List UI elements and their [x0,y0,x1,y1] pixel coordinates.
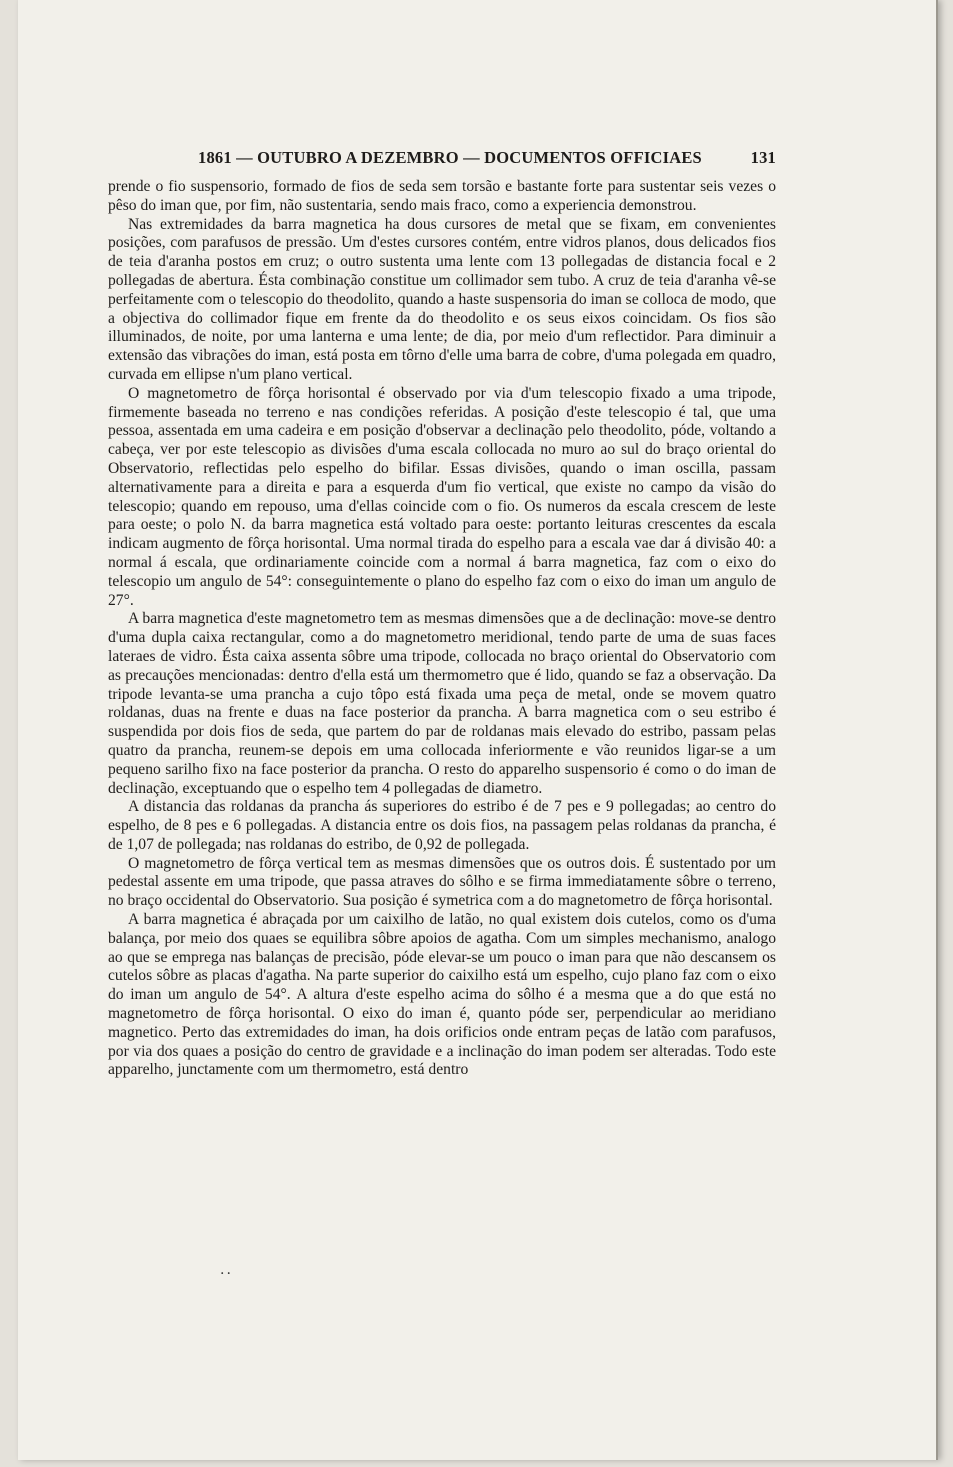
paragraph: A barra magnetica d'este magnetometro tem as mesmas dimensões que a de declinação: move-se dentro d'uma dupla caixa rectangular, como a do magnetometro meridional, tendo parte de uma de suas faces lateraes de vidro. Ésta caixa assenta sôbre uma tripode, collocada no braço oriental do Observatorio com as precauções mencionadas: dentro d'ella está um thermometro que é lido, quando se faz a observação. Da tripode levanta-se uma prancha a cujo tôpo está fixada uma peça de metal, onde se movem quatro roldanas, duas na frente e duas na face posterior da prancha. A barra magnetica com o seu estribo é suspendida por dois fios de seda, que partem do par de roldanas mais elevado do estribo, passam pelas quatro da prancha, reunem-se depois em uma collocada inferiormente e vão reunidos ligar-se a um pequeno sarilho fixo na face posterior da prancha. O resto do apparelho suspensorio é como o do iman de declinação, exceptuando que o espelho tem 4 pollegadas de diametro. [108,610,776,797]
running-header [108,148,776,170]
paragraph: O magnetometro de fôrça vertical tem as mesmas dimensões que os outros dois. É sustentado por um pedestal assente em uma tripode, que passa atraves do sôlho e se firma immediatamente sôbre o terreno, no braço occidental do Observatorio. Sua posição é symetrica com a do magnetometro de fôrça horisontal. [108,854,776,910]
paragraph: O magnetometro de fôrça horisontal é observado por via d'um telescopio fixado a uma tripode, firmemente baseada no terreno e nas condições referidas. A posição d'este telescopio é tal, que uma pessoa, assentada em uma cadeira e em posição d'observar a declinação pelo theodolito, póde, voltando a cabeça, ver por este telescopio as divisões d'uma escala collocada no muro ao sul do braço oriental do Observatorio, reflectidas pelo espelho do bifilar. Essas divisões, quando o iman oscilla, passam alternativamente para a direita e para a esquerda d'um fio vertical, que existe no campo da visão do telescopio; quando em repouso, uma d'ellas coincide com o fio. Os numeros da escala crescem de leste para oeste; o polo N. da barra magnetica está voltado para oeste: portanto leituras crescentes da escala indicam augmento de fôrça horisontal. Uma normal tirada do espelho para a escala vae dar á divisão 40: a normal á escala, que ordinariamente coincide com a normal á barra magnetica, faz com o eixo do telescopio um angulo de 54°: conseguintemente o plano do espelho faz com o eixo do iman um angulo de 27°. [108,384,776,609]
paragraph: A distancia das roldanas da prancha ás superiores do estribo é de 7 pes e 9 pollegadas; ao centro do espelho, de 8 pes e 6 pollegadas. A distancia entre os dois fios, na passagem pelas roldanas da prancha, é de 1,07 de pollegada; nas roldanas do estribo, de 0,92 de pollegada. [108,798,776,853]
footer-mark: .. [220,1262,233,1278]
paragraph: Nas extremidades da barra magnetica ha dous cursores de metal que se fixam, em convenientes posições, com parafusos de pressão. Um d'estes cursores contém, entre vidros planos, dous delicados fios de teia d'aranha postos em cruz; o outro sustenta uma lente com 13 pollegadas de distancia focal e 2 pollegadas de abertura. Ésta combinação constitue um collimador sem tubo. A cruz de teia d'aranha vê-se perfeitamente com o telescopio do theodolito, quando a haste suspensoria do iman se colloca de modo, que a objectiva do collimador fique em frente da do theodolito e os seus eixos coincidam. Os fios são illuminados, de noite, por uma lanterna e uma lente; de dia, por meio d'um reflectidor. Para diminuir a extensão das vibrações do iman, está posta em tôrno d'elle uma barra de cobre, d'uma polegada em quadro, curvada em ellipse n'um plano vertical. [108,215,776,383]
page-body [108,178,776,1080]
page-number: 131 [750,148,776,167]
paragraph: prende o fio suspensorio, formado de fios de seda sem torsão e bastante forte para sustentar seis vezes o pêso do iman que, por fim, não sustentaria, sendo mais fraco, como a experiencia demonstrou. [108,178,776,214]
paragraph: A barra magnetica é abraçada por um caixilho de latão, no qual existem dois cutelos, como os d'uma balança, por meio dos quaes se equilibra sôbre apoios de agatha. Com um simples mechanismo, analogo ao que se emprega nas balanças de precisão, póde elevar-se um pouco o iman para que não descansem os cutelos sôbre as placas d'agatha. Na parte superior do caixilho está um espelho, cujo plano faz com o eixo do iman um angulo de 54°. A altura d'este espelho acima do sôlho é a mesma que a do que está no magnetometro de fôrça horisontal. O eixo do iman é, quanto póde ser, perpendicular ao meridiano magnetico. Perto das extremidades do iman, ha dois orificios onde entram peças de latão com parafusos, por via dos quaes a posição do centro de gravidade e a inclinação do iman podem ser alteradas. Todo este apparelho, junctamente com um thermometro, está dentro [108,911,776,1079]
header-title: 1861 — OUTUBRO A DEZEMBRO — DOCUMENTOS OFFICIAES [198,148,702,167]
